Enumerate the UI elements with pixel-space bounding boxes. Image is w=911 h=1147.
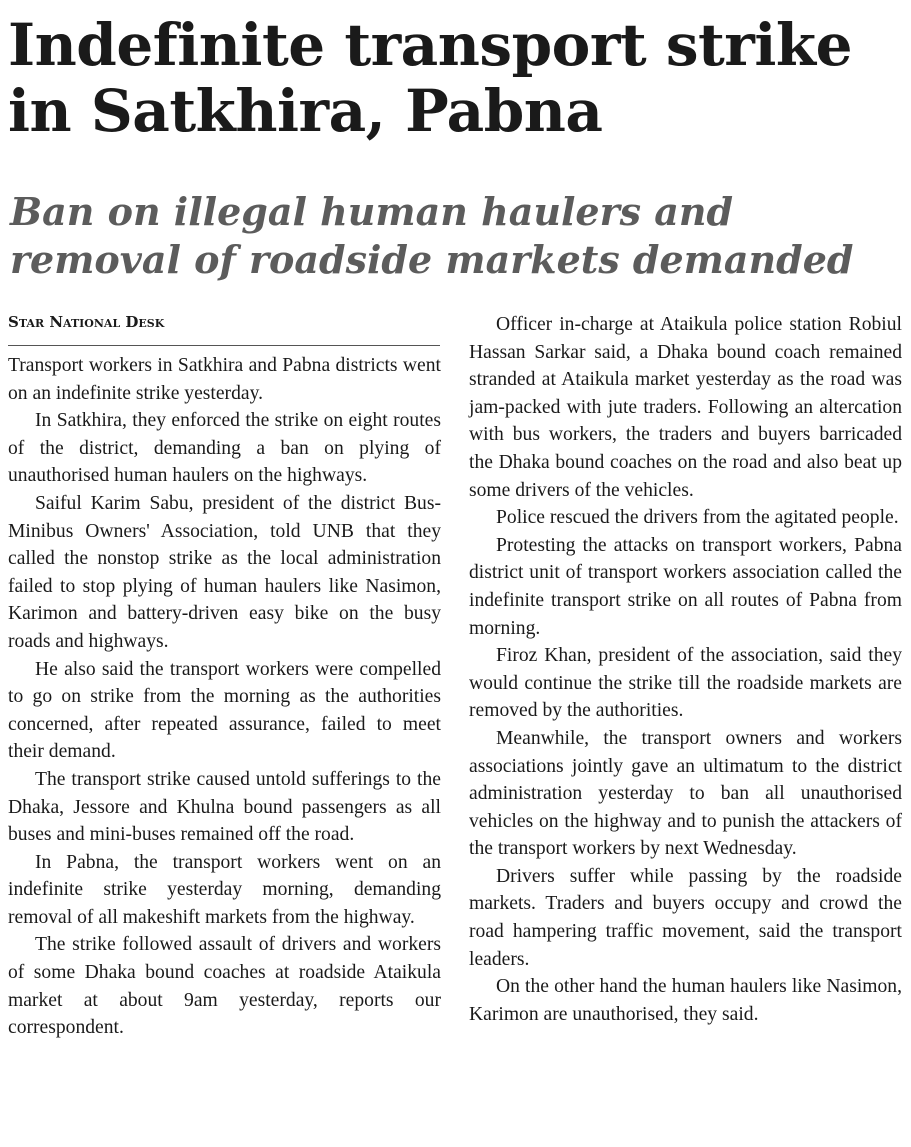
paragraph: Drivers suffer while passing by the roadside markets. Traders and buyers occupy and crowd the road hampering traffic movement, said the transport leaders. [469,865,902,970]
paragraph: Meanwhile, the transport owners and workers associations jointly gave an ultimatum to the district administration yesterday to ban all unauthorised vehicles on the highway and to punish the attackers of the transport workers by next Wednesday. [469,727,902,860]
subheadline: Ban on illegal human haulers and removal of roadside markets demanded [10,189,854,282]
paragraph: Protesting the attacks on transport workers, Pabna district unit of transport workers association called the indefinite transport strike on all routes of Pabna from morning. [469,534,902,639]
paragraph: Transport workers in Satkhira and Pabna districts went on an indefinite strike yesterday. [8,355,441,404]
article-column-left [8,352,441,1042]
paragraph: In Satkhira, they enforced the strike on eight routes of the district, demanding a ban on plying of unauthorised human haulers on the highways. [8,410,441,487]
paragraph: Saiful Karim Sabu, president of the district Bus-Minibus Owners' Association, told UNB that they called the nonstop strike as the local administration failed to stop plying of human haulers like Nasimon, Karimon and battery-driven easy bike on the busy roads and highways. [8,492,441,652]
paragraph: The transport strike caused untold sufferings to the Dhaka, Jessore and Khulna bound passengers as all buses and mini-buses remained off the road. [8,768,441,846]
byline: Star National Desk [8,313,165,331]
headline: Indefinite transport strike in Satkhira, Pabna [8,11,852,145]
paragraph: He also said the transport workers were compelled to go on strike from the morning as the authorities concerned, after repeated assurance, failed to meet their demand. [8,658,441,763]
paragraph: In Pabna, the transport workers went on an indefinite strike yesterday morning, demanding removal of all makeshift markets from the highway. [8,851,441,928]
paragraph: Police rescued the drivers from the agitated people. [496,507,899,529]
byline-divider [8,345,440,346]
paragraph: The strike followed assault of drivers and workers of some Dhaka bound coaches at roadside Ataikula market at about 9am yesterday, reports our correspondent. [8,934,441,1039]
paragraph: Officer in-charge at Ataikula police station Robiul Hassan Sarkar said, a Dhaka bound coach remained stranded at Ataikula market yesterday as the road was jam-packed with jute traders. Following an altercation with bus workers, the traders and buyers barricaded the Dhaka bound coaches on the road and also beat up some drivers of the vehicles. [469,314,902,501]
paragraph: On the other hand the human haulers like Nasimon, Karimon are unauthorised, they said. [469,976,902,1025]
article-column-right [469,311,902,1028]
paragraph: Firoz Khan, president of the association, said they would continue the strike till the roadside markets are removed by the authorities. [469,645,902,722]
